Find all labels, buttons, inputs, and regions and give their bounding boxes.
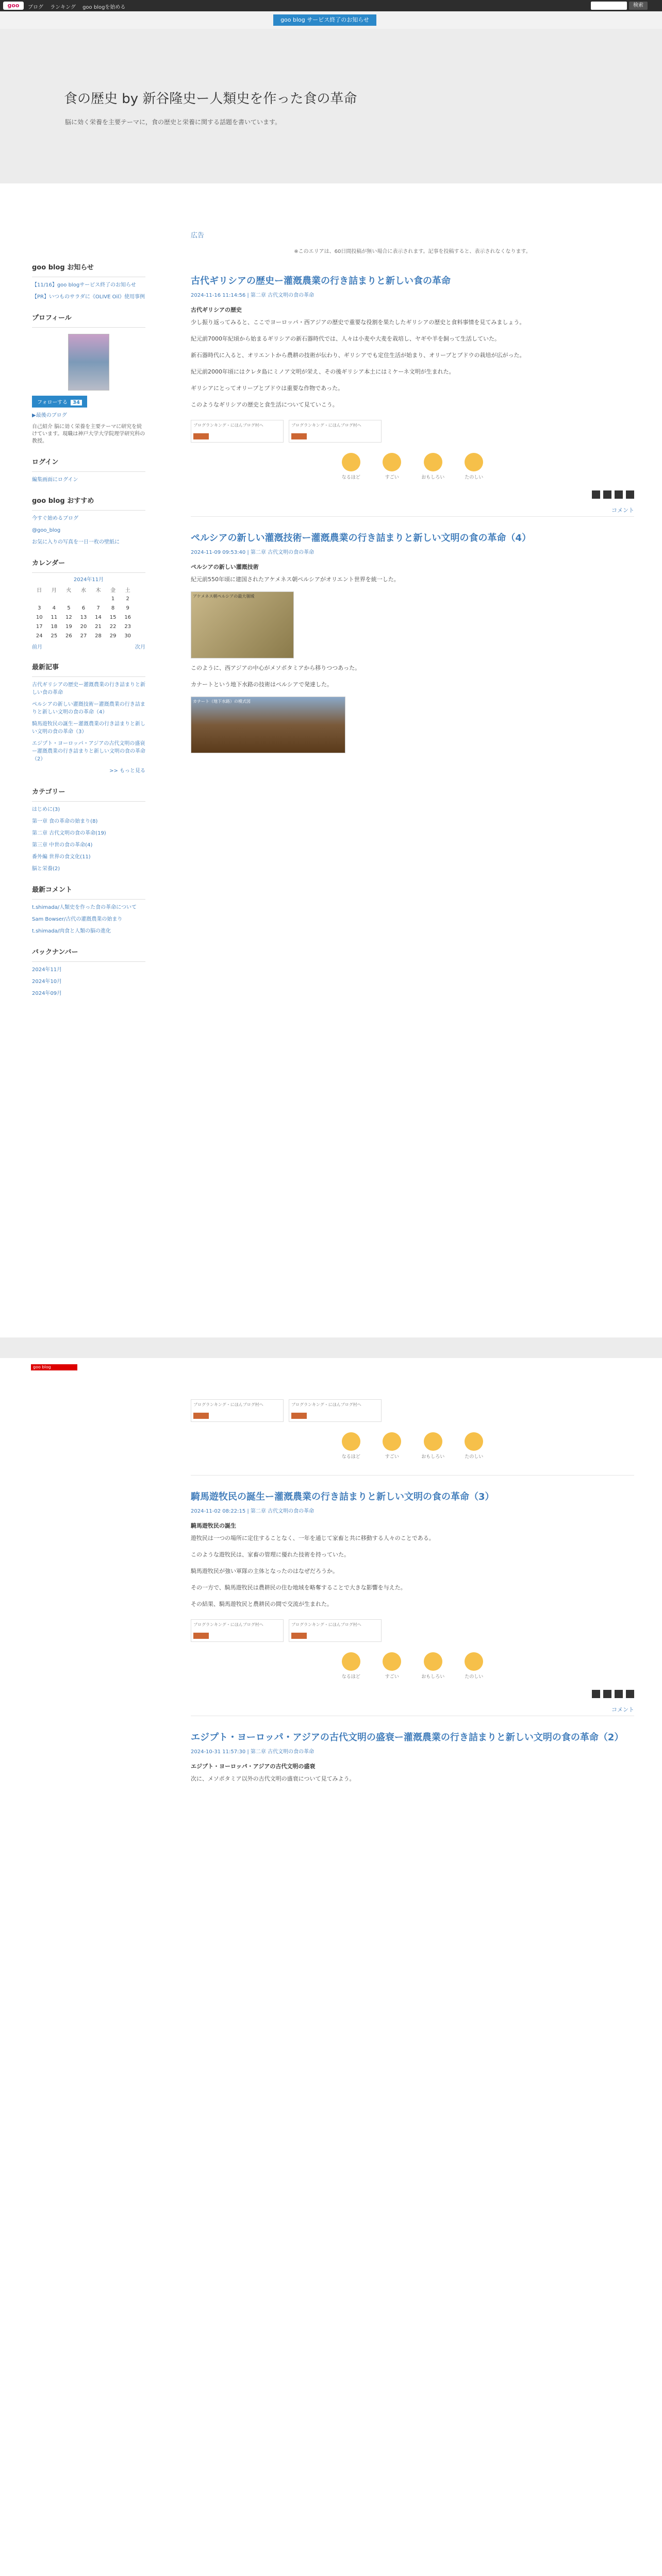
reaction-button[interactable]: たのしい	[458, 1652, 489, 1680]
entry-paragraph: ギリシアにとってオリーブとブドウは重要な作物であった。	[191, 385, 344, 392]
calendar-month: 2024年11月	[73, 577, 104, 583]
backnumber-item[interactable]: 2024年10月	[32, 979, 62, 985]
reaction-button[interactable]: なるほど	[336, 1652, 367, 1680]
entry-paragraph: 次に、メソポタミア以外の古代文明の盛衰について見てみよう。	[191, 1775, 355, 1782]
login-section-title: ログイン	[32, 459, 59, 466]
search-input[interactable]	[591, 2, 627, 10]
entry-paragraph: 騎馬遊牧民が強い軍隊の主体となったのはなぜだろうか。	[191, 1568, 338, 1574]
reaction-buttons	[191, 453, 634, 480]
entry-meta[interactable]: 2024-11-16 11:14:56 | 第二章 古代文明の食の革命	[191, 293, 315, 298]
comments-section-title: 最新コメント	[32, 886, 73, 894]
entry-paragraph: 新石器時代に入ると、オリエントから農耕の技術が伝わり、ギリシアでも定住生活が始まり、オリーブとブドウの栽培が広がった。	[191, 352, 525, 359]
recommend-item[interactable]: 今すぐ始めるブログ	[32, 516, 78, 521]
category-item[interactable]: 番外編 世界の食文化(11)	[32, 854, 91, 860]
top-link-start[interactable]: goo blogを始める	[82, 5, 126, 10]
ranking-banner[interactable]: ブログランキング・にほんブログ村へ	[289, 420, 382, 443]
goo-blog-logo: goo blog	[31, 1364, 77, 1370]
notice-item[interactable]: 【11/16】goo blogサービス終了のお知らせ	[32, 282, 136, 288]
entry	[191, 275, 634, 514]
follow-button[interactable]: フォローする 34	[32, 396, 87, 408]
reaction-button[interactable]: なるほど	[336, 1432, 367, 1460]
recent-item[interactable]: 騎馬遊牧民の誕生ー灌漑農業の行き詰まりと新しい文明の食の革命（3）	[32, 721, 145, 735]
top-bar	[0, 0, 662, 11]
reaction-face-icon	[342, 1432, 360, 1451]
ad-note: ※このエリアは、60日間投稿が無い場合に表示されます。記事を投稿すると、表示されなくなります。	[294, 249, 531, 255]
entry-subheading: 古代ギリシアの歴史	[191, 307, 242, 313]
entry-title[interactable]: エジプト・ヨーロッパ・アジアの古代文明の盛衰ー灌漑農業の行き詰まりと新しい文明の食の革命（2）	[191, 1732, 624, 1743]
notice-bar	[0, 11, 662, 29]
reaction-face-icon	[424, 1432, 442, 1451]
backnumber-item[interactable]: 2024年11月	[32, 967, 62, 973]
reaction-buttons	[191, 1432, 634, 1460]
reaction-face-icon	[465, 1652, 483, 1671]
reaction-button[interactable]: すごい	[376, 1432, 407, 1460]
search-button[interactable]: 検索	[629, 2, 648, 10]
ranking-banner[interactable]: ブログランキング・にほんブログ村へ	[289, 1399, 382, 1422]
comment-link[interactable]: コメント	[611, 1706, 634, 1713]
recent-item[interactable]: エジプト・ヨーロッパ・アジアの古代文明の盛衰ー灌漑農業の行き詰まりと新しい文明の食の革命（2）	[32, 741, 145, 762]
recent-section-title: 最新記事	[32, 664, 59, 671]
share-icon[interactable]	[603, 1690, 611, 1698]
reaction-button[interactable]: たのしい	[458, 1432, 489, 1460]
entry	[191, 1491, 634, 1713]
top-link-blog[interactable]: ブログ	[28, 5, 43, 10]
page-content	[0, 183, 662, 1337]
blog-ranking-banners	[191, 420, 634, 443]
comment-item[interactable]: t.shimada/肉食と人類の脳の進化	[32, 928, 111, 934]
entry	[191, 1732, 634, 1784]
entry-paragraph: このような遊牧民は、家畜の管理に優れた技術を持っていた。	[191, 1551, 350, 1558]
recommend-section-title: goo blog おすすめ	[32, 497, 94, 505]
reaction-button[interactable]: おもしろい	[418, 453, 449, 480]
ranking-banner[interactable]: ブログランキング・にほんブログ村へ	[289, 1619, 382, 1642]
entry-paragraph: 紀元前2000年頃にはクレタ島にミノア文明が栄え、その後ギリシア本土にはミケーネ文明が生まれた。	[191, 368, 455, 375]
comment-item[interactable]: Sam Bowser/古代の灌漑農業の始まり	[32, 917, 123, 922]
ranking-banner[interactable]: ブログランキング・にほんブログ村へ	[191, 1399, 284, 1422]
top-link-ranking[interactable]: ランキング	[50, 5, 76, 10]
reaction-face-icon	[383, 1432, 401, 1451]
service-end-notice-button[interactable]: goo blog サービス終了のお知らせ	[273, 14, 376, 26]
recent-item[interactable]: ペルシアの新しい灌漑技術ー灌漑農業の行き詰まりと新しい文明の食の革命（4）	[32, 702, 145, 715]
entry-title[interactable]: 古代ギリシアの歴史ー灌漑農業の行き詰まりと新しい食の革命	[191, 276, 451, 286]
entry-paragraph: カナートという地下水路の技術はペルシアで発達した。	[191, 681, 333, 688]
reaction-button[interactable]: すごい	[376, 1652, 407, 1680]
reaction-face-icon	[383, 1652, 401, 1671]
qanat-diagram-image: カナート（地下水路）の模式図	[191, 697, 345, 753]
entry-paragraph: このように、西アジアの中心がメソポタミアから移りつつあった。	[191, 665, 361, 671]
calendar-next[interactable]: 次月	[135, 645, 145, 650]
entry-paragraph: 少し振り返ってみると、ここでヨーロッパ・西アジアの歴史で重要な役割を果たしたギリシアの歴史と食料事情を見てみましょう。	[191, 319, 525, 326]
entry-meta[interactable]: 2024-10-31 11:57:30 | 第二章 古代文明の食の革命	[191, 1749, 315, 1755]
entry-title[interactable]: ペルシアの新しい灌漑技術ー灌漑農業の行き詰まりと新しい文明の食の革命（4）	[191, 533, 532, 544]
share-icon[interactable]	[626, 1690, 634, 1698]
reaction-face-icon	[424, 453, 442, 471]
entry-subheading: エジプト・ヨーロッパ・アジアの古代文明の盛衰	[191, 1763, 316, 1770]
reaction-face-icon	[342, 1652, 360, 1671]
ranking-banner[interactable]: ブログランキング・にほんブログ村へ	[191, 1619, 284, 1642]
entry-title[interactable]: 騎馬遊牧民の誕生ー灌漑農業の行き詰まりと新しい文明の食の革命（3）	[191, 1492, 494, 1502]
sidebar	[32, 250, 145, 1002]
entry-paragraph: 紀元前550年頃に建国されたアケメネス朝ペルシアがオリエント世界を統一した。	[191, 576, 400, 583]
notice-item[interactable]: 【PR】いつものサラダに《OLIVE Oil》使用事例	[32, 294, 145, 300]
reaction-face-icon	[342, 453, 360, 471]
share-icon[interactable]	[592, 490, 600, 499]
reaction-button[interactable]: おもしろい	[418, 1432, 449, 1460]
comment-link[interactable]: コメント	[611, 507, 634, 514]
reaction-button[interactable]: たのしい	[458, 453, 489, 480]
category-item[interactable]: 第二章 古代文明の食の革命(19)	[32, 831, 106, 836]
reaction-button[interactable]: すごい	[376, 453, 407, 480]
blog-header	[0, 29, 662, 183]
profile-image	[68, 334, 109, 391]
reaction-face-icon	[465, 453, 483, 471]
entry	[191, 532, 634, 753]
share-icons	[191, 490, 634, 501]
share-icon[interactable]	[615, 490, 623, 499]
reaction-buttons	[191, 1652, 634, 1680]
reaction-face-icon	[383, 453, 401, 471]
category-item[interactable]: 脳と栄養(2)	[32, 866, 60, 872]
blog-ranking-banners	[191, 1399, 634, 1422]
profile-link[interactable]: ▶最後のブログ	[32, 413, 67, 418]
reaction-face-icon	[424, 1652, 442, 1671]
ad-label: 広告	[191, 232, 205, 240]
calendar-prev[interactable]: 前月	[32, 645, 42, 650]
entry-paragraph: 紀元前7000年紀頃から始まるギリシアの新石器時代では、人々は小麦や大麦を栽培し、ヤギや羊を飼って生活していた。	[191, 335, 500, 342]
entry-meta[interactable]: 2024-11-09 09:53:40 | 第二章 古代文明の食の革命	[191, 550, 315, 555]
calendar-section-title: カレンダー	[32, 560, 65, 567]
category-section-title: カテゴリー	[32, 788, 65, 796]
category-item[interactable]: はじめに(3)	[32, 807, 60, 812]
blog-ranking-banners	[191, 1619, 634, 1642]
notice-section-title: goo blog お知らせ	[32, 264, 94, 272]
goo-logo[interactable]: goo	[3, 2, 24, 10]
reaction-button[interactable]: なるほど	[336, 453, 367, 480]
recent-item[interactable]: 古代ギリシアの歴史ー灌漑農業の行き詰まりと新しい食の革命	[32, 682, 145, 696]
category-item[interactable]: 第三章 中世の食の革命(4)	[32, 842, 93, 848]
reaction-face-icon	[465, 1432, 483, 1451]
persia-map-image: アケメネス朝ペルシアの最大領域	[191, 591, 294, 658]
entry-subheading: ペルシアの新しい灌漑技術	[191, 564, 259, 570]
reaction-button[interactable]: おもしろい	[418, 1652, 449, 1680]
entry-paragraph: 遊牧民は一つの場所に定住することなく、一年を通じて家畜と共に移動する人々のことである。	[191, 1535, 435, 1541]
share-icon[interactable]	[626, 490, 634, 499]
blog-title[interactable]: 食の歴史 by 新谷隆史ー人類史を作った食の革命	[64, 91, 357, 107]
entry-paragraph: その一方で、騎馬遊牧民は農耕民の住む地域を略奪することで大きな影響を与えた。	[191, 1584, 406, 1591]
ranking-banner[interactable]: ブログランキング・にほんブログ村へ	[191, 420, 284, 443]
main-content	[191, 230, 634, 758]
profile-section-title: プロフィール	[32, 314, 72, 322]
share-icons	[191, 1690, 634, 1700]
profile-text: 自己紹介 脳に効く栄養を主要テーマに研究を続けています。現職は神戸大学大学院理学研究科の教授。	[32, 424, 145, 444]
main-content-continued	[191, 1389, 634, 1791]
page-gap	[0, 1337, 662, 1358]
entry-paragraph: このようなギリシアの歴史と食生活について見ていこう。	[191, 401, 338, 408]
blog-description: 脳に効く栄養を主要テーマに，食の歴史と栄養に関する話題を書いています。	[65, 118, 282, 126]
entry-meta[interactable]: 2024-11-02 08:22:15 | 第二章 古代文明の食の革命	[191, 1509, 315, 1514]
category-item[interactable]: 第一章 食の革命の始まり(8)	[32, 819, 98, 824]
calendar: 日 月 火 水 木 金 土 1 2 3 4 5 6 7 8 9 10 11 12 13 14 15 16 17 18 19 20 21 22 23 24 25 26 27 28 29 30	[36, 587, 131, 639]
top-links	[28, 3, 130, 10]
entry-subheading: 騎馬遊牧民の誕生	[191, 1522, 236, 1529]
login-link[interactable]: 編集画面にログイン	[32, 477, 78, 483]
recent-more-link[interactable]: >> もっと見る	[109, 768, 145, 774]
comment-item[interactable]: t.shimada/人類史を作った食の革命について	[32, 905, 137, 910]
share-icon[interactable]	[603, 490, 611, 499]
recommend-item[interactable]: お気に入りの写真を一日一枚の壁紙に	[32, 539, 120, 545]
recommend-item[interactable]: @goo_blog	[32, 528, 61, 533]
share-icon[interactable]	[615, 1690, 623, 1698]
entry-paragraph: その結果、騎馬遊牧民と農耕民の間で交流が生まれた。	[191, 1601, 333, 1607]
backnumber-section-title: バックナンバー	[32, 948, 78, 956]
follower-count: 34	[71, 400, 82, 405]
share-icon[interactable]	[592, 1690, 600, 1698]
backnumber-item[interactable]: 2024年09月	[32, 991, 62, 996]
page-content-continued	[0, 1358, 662, 2576]
